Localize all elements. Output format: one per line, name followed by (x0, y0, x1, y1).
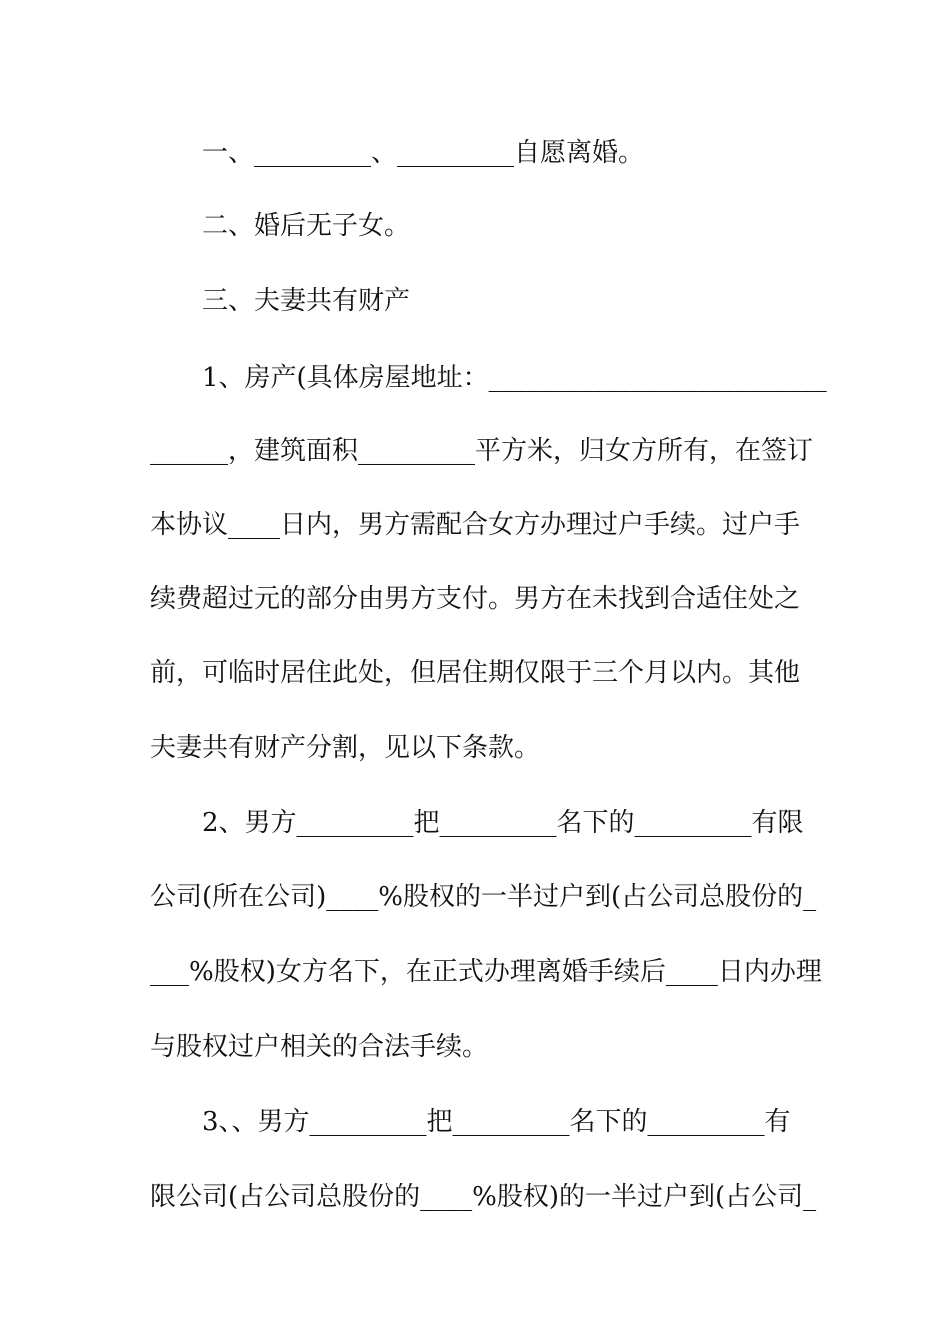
item-2-line-2: 公司(所在公司)____%股权的一半过户到(占公司总股份的_ (150, 882, 817, 912)
item-2-line-3: ___%股权)女方名下，在正式办理离婚手续后____日内办理 (150, 957, 822, 987)
item-3-line-2: 限公司(占公司总股份的____%股权)的一半过户到(占公司_ (150, 1182, 817, 1212)
item-1-line-1: 1、房产(具体房屋地址：__________________________ (202, 363, 827, 393)
clause-3-heading: 三、夫妻共有财产 (202, 286, 411, 316)
item-1-line-3: 本协议____日内，男方需配合女方办理过户手续。过户手 (150, 510, 801, 540)
item-2-line-4: 与股权过户相关的合法手续。 (150, 1032, 489, 1062)
clause-2: 二、婚后无子女。 (202, 211, 411, 241)
item-3-line-1: 3、、男方_________把_________名下的_________有 (202, 1107, 791, 1137)
item-1-line-4: 续费超过元的部分由男方支付。男方在未找到合适住处之 (150, 584, 801, 614)
item-1-line-5: 前，可临时居住此处，但居住期仅限于三个月以内。其他 (150, 658, 801, 688)
item-1-line-6: 夫妻共有财产分割，见以下条款。 (150, 733, 541, 763)
clause-1: 一、_________、_________自愿离婚。 (202, 138, 645, 168)
item-2-line-1: 2、男方_________把_________名下的_________有限 (202, 808, 804, 838)
item-1-line-2: ______，建筑面积_________平方米，归女方所有，在签订 (150, 436, 814, 466)
